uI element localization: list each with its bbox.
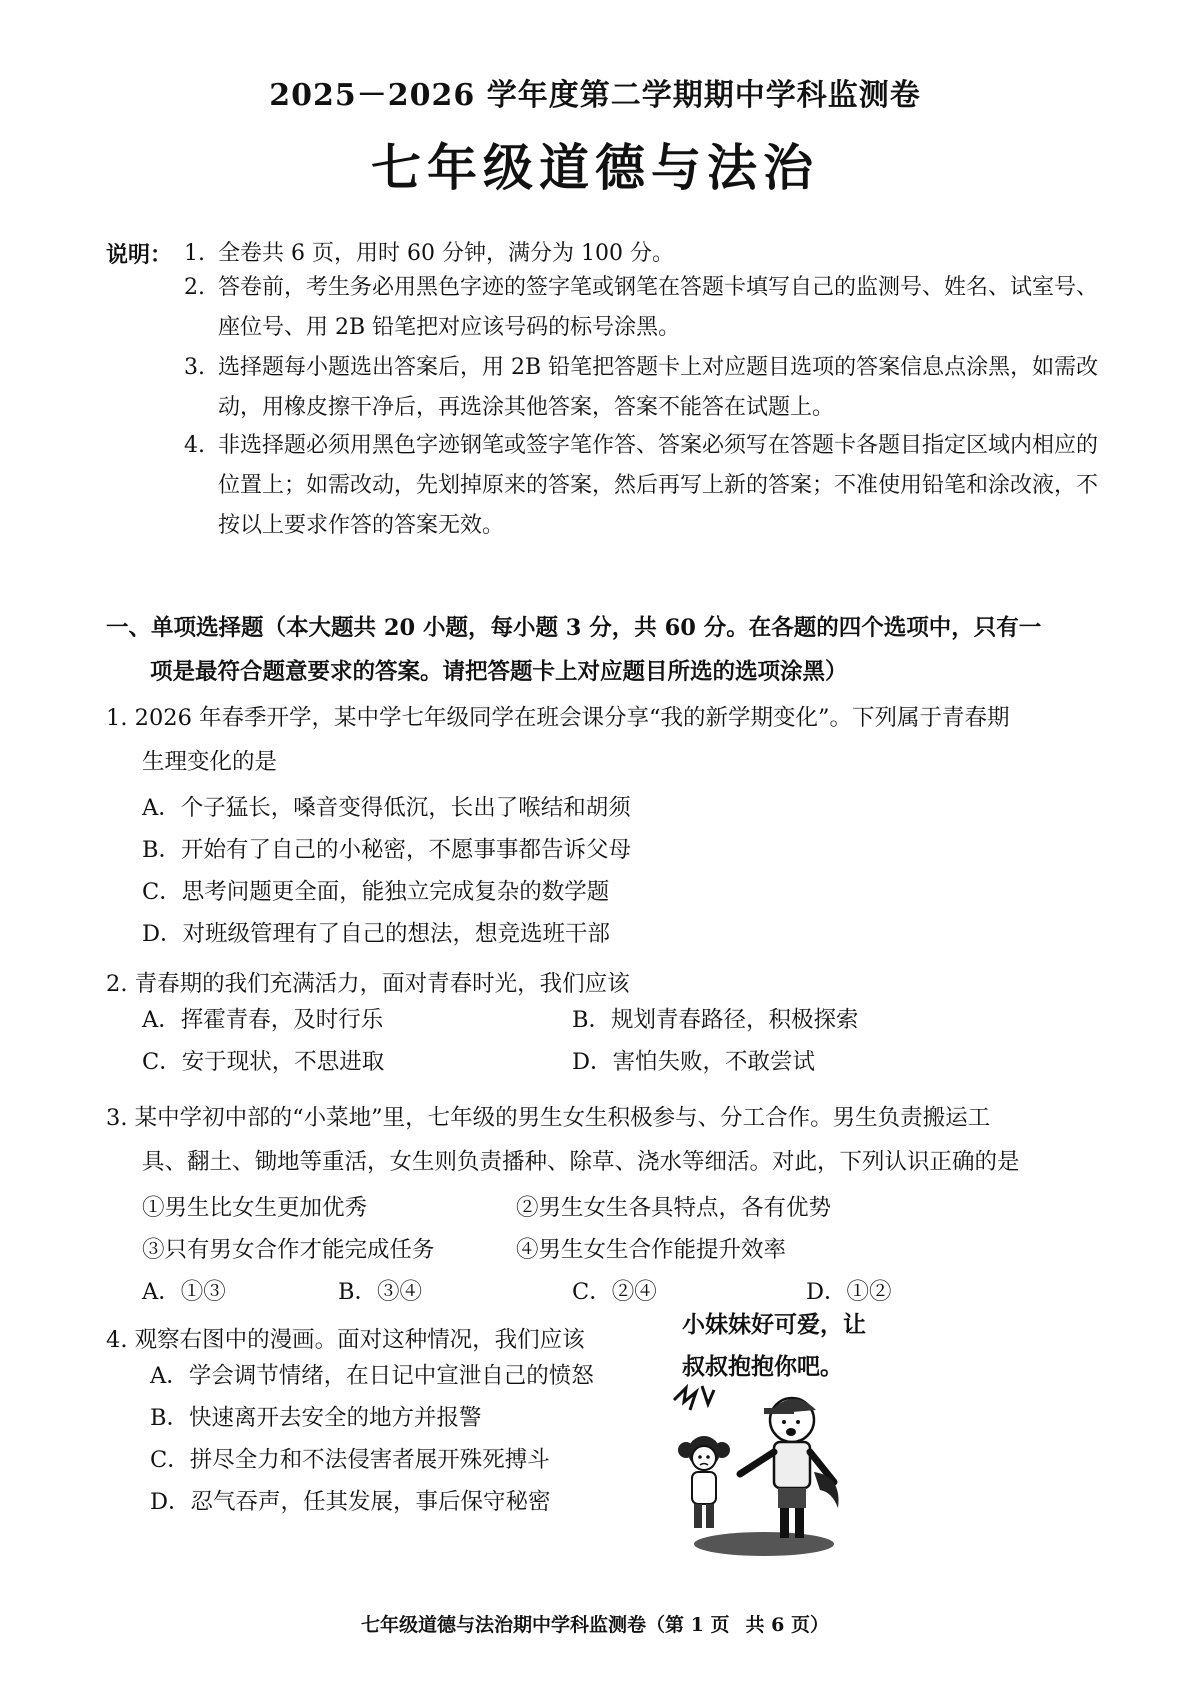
option-b: B．开始有了自己的小秘密，不愿事事都告诉父母 [142, 837, 632, 863]
question-stem-line2: 生理变化的是 [142, 749, 278, 775]
question-stem [106, 1318, 585, 1362]
question-stem-line1: 观察右图中的漫画。面对这种情况，我们应该 [134, 1327, 585, 1353]
exam-title: 2025－2026 学年度第二学期期中学科监测卷 [269, 78, 921, 113]
cartoon-illustration [664, 1380, 874, 1560]
option-a: A．学会调节情绪，在日记中宣泄自己的愤怒 [150, 1363, 594, 1389]
option-c: C．安于现状，不思进取 [142, 1049, 385, 1075]
option-b: B．规划青春路径，积极探索 [572, 1007, 859, 1033]
instructions-label: 说明： [106, 242, 173, 268]
question-stem-line1: 青春期的我们充满活力，面对青春时光，我们应该 [134, 971, 630, 997]
section-heading-line1: 一、单项选择题（本大题共 20 小题，每小题 3 分，共 60 分。在各题的四个选项中，只有一 [106, 615, 1042, 641]
option-d: D．①② [806, 1279, 892, 1305]
option-b: B．③④ [338, 1279, 423, 1305]
option-a: A．①③ [142, 1279, 226, 1305]
cartoon-caption [682, 1304, 912, 1388]
footer-right: 共 6 页） [745, 1614, 829, 1636]
instruction-number: 2. [184, 275, 205, 300]
instruction-text: 答卷前，考生务必用黑色字迹的签字笔或钢笔在答题卡填写自己的监测号、姓名、试室号、座位号、用 2B 铅笔把对应该号码的标号涂黑。 [218, 275, 1099, 340]
cartoon-man [740, 1398, 839, 1538]
option-b: B．快速离开去安全的地方并报警 [150, 1405, 482, 1431]
statement-4: ④男生女生合作能提升效率 [516, 1237, 787, 1263]
instruction-text: 非选择题必须用黑色字迹钢笔或签字笔作答、答案必须写在答题卡各题目指定区域内相应的位置上；如需改动，先划掉原来的答案，然后再写上新的答案；不准使用铅笔和涂改液，不按以上要求作答的答案无效。 [218, 433, 1099, 538]
question-stem-line1: 2026 年春季开学，某中学七年级同学在班会课分享“我的新学期变化”。下列属于青春期 [134, 705, 1010, 731]
question-number: 4. [106, 1327, 128, 1353]
option-d: D．对班级管理有了自己的想法，想竞选班干部 [142, 921, 611, 947]
statement-1: ①男生比女生更加优秀 [142, 1195, 368, 1221]
cartoon-distress-mark [702, 1386, 714, 1404]
cartoon-distress-mark [674, 1388, 696, 1410]
instruction-number: 4. [184, 433, 205, 458]
option-d: D．忍气吞声，任其发展，事后保守秘密 [150, 1489, 551, 1515]
cartoon-girl [678, 1436, 730, 1528]
option-c: C．②④ [572, 1279, 657, 1305]
instruction-number: 3. [184, 355, 205, 380]
question-stem [106, 962, 630, 1006]
option-a: A．挥霍青春，及时行乐 [142, 1007, 384, 1033]
cartoon-ground [694, 1532, 834, 1556]
page-footer [0, 1610, 1190, 1637]
cartoon-caption-line2: 叔叔抱抱你吧。 [682, 1354, 843, 1380]
instruction-number: 1. [184, 241, 205, 266]
section-heading-line2: 项是最符合题意要求的答案。请把答题卡上对应题目所选的选项涂黑） [150, 659, 848, 685]
instruction-text: 选择题每小题选出答案后，用 2B 铅笔把答题卡上对应题目选项的答案信息点涂黑，如需改动，用橡皮擦干净后，再选涂其他答案，答案不能答在试题上。 [218, 355, 1099, 420]
question-number: 3. [106, 1105, 128, 1131]
footer-left: 七年级道德与法治期中学科监测卷（第 1 页 [361, 1614, 730, 1636]
question-number: 2. [106, 971, 128, 997]
section-heading [106, 606, 1066, 694]
instruction-text: 全卷共 6 页，用时 60 分钟，满分为 100 分。 [218, 241, 674, 266]
instruction-item [184, 268, 1104, 348]
option-a: A．个子猛长，嗓音变得低沉，长出了喉结和胡须 [142, 795, 631, 821]
question-stem [106, 696, 1066, 784]
question-stem-line1: 某中学初中部的“小菜地”里，七年级的男生女生积极参与、分工合作。男生负责搬运工 [134, 1105, 991, 1131]
question-stem-line2: 具、翻土、锄地等重活，女生则负责播种、除草、浇水等细活。对此，下列认识正确的是 [142, 1149, 1020, 1175]
instruction-item [184, 348, 1104, 428]
exam-subject: 七年级道德与法治 [371, 138, 819, 197]
statement-2: ②男生女生各具特点，各有优势 [516, 1195, 832, 1221]
option-c: C．拼尽全力和不法侵害者展开殊死搏斗 [150, 1447, 550, 1473]
instruction-item [184, 426, 1104, 546]
statement-3: ③只有男女合作才能完成任务 [142, 1237, 435, 1263]
question-stem [106, 1096, 1076, 1184]
option-d: D．害怕失败，不敢尝试 [572, 1049, 816, 1075]
option-c: C．思考问题更全面，能独立完成复杂的数学题 [142, 879, 610, 905]
question-number: 1. [106, 705, 128, 731]
cartoon-caption-line1: 小妹妹好可爱，让 [682, 1312, 866, 1338]
